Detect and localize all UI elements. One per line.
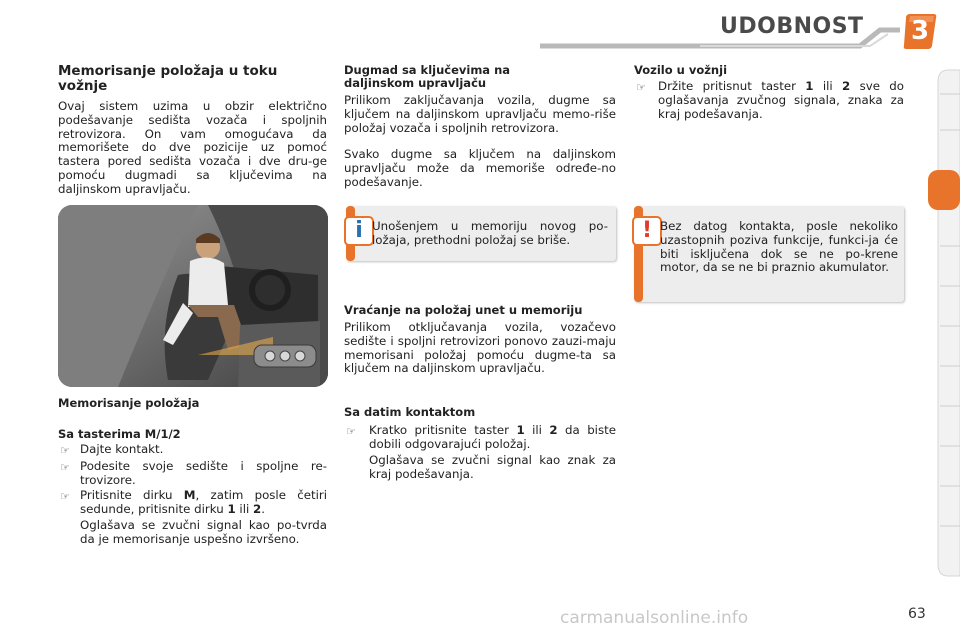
watermark: carmanualsonline.info bbox=[560, 608, 749, 628]
car-interior-image bbox=[58, 205, 328, 387]
col2-note: Oglašava se zvučni signal kao znak za kraj podešavanja. bbox=[369, 453, 616, 481]
col2-p1: Prilikom zaključavanja vozila, dugme sa ključem na daljinskom upravljaču memo-riše položaj vozača i spoljnih retrovizora. bbox=[344, 93, 616, 135]
col2-heading3: Sa datim kontaktom bbox=[344, 405, 476, 419]
col2-heading: Dugmad sa ključevima na daljinskom upravljaču bbox=[344, 63, 511, 90]
pointing-hand-bullet-icon: ☞ bbox=[636, 81, 646, 94]
driver-seat-illustration bbox=[58, 205, 328, 387]
col2-p3: Prilikom otključavanja vozila, vozačevo sedište i spoljni retrovizori ponovo zauzi-maju memorisani položaj pomoću dugme-ta sa ključem na daljinskom upravljaču. bbox=[344, 320, 616, 376]
chapter-side-tabs bbox=[928, 68, 960, 578]
warning-note-text: Bez datog kontakta, posle nekoliko uzastopnih poziva funkcije, funkci-ja će biti isključena dok se ne po-krene motor, da se ne bi praznio akumulator. bbox=[660, 219, 898, 275]
page-title: UDOBNOST bbox=[720, 14, 864, 39]
col2-p2: Svako dugme sa ključem na daljinskom upravljaču može da memoriše određe-no podešavanje. bbox=[344, 147, 616, 189]
col1-heading: Memorisanje položaja u toku vožnje bbox=[58, 63, 278, 94]
col1-bullet1: Dajte kontakt. bbox=[80, 442, 164, 456]
info-icon: i bbox=[344, 216, 374, 246]
col2-heading2: Vraćanje na položaj unet u memoriju bbox=[344, 303, 583, 317]
col1-bullet2: Podesite svoje sedište i spoljne re-trovizore. bbox=[80, 459, 327, 487]
warning-note-box bbox=[634, 206, 904, 302]
col1-bullet3: Pritisnite dirku M, zatim posle četiri sedunde, pritisnite dirku 1 ili 2. bbox=[80, 488, 327, 516]
col3-bullet1: Držite pritisnut taster 1 ili 2 sve do oglašavanja zvučnog signala, znaka za kraj podešavanja. bbox=[658, 79, 904, 121]
info-note-box bbox=[346, 206, 616, 261]
chapter-number: 3 bbox=[910, 16, 930, 46]
warning-icon: ! bbox=[632, 216, 662, 246]
col1-note: Oglašava se zvučni signal kao po-tvrda da je memorisanje uspešno izvršeno. bbox=[80, 518, 327, 546]
pointing-hand-bullet-icon: ☞ bbox=[60, 444, 70, 457]
page-number: 63 bbox=[908, 606, 926, 622]
col3-heading: Vozilo u vožnji bbox=[634, 63, 728, 77]
col1-sub2: Sa tasterima M/1/2 bbox=[58, 427, 181, 441]
col1-intro: Ovaj sistem uzima u obzir električno podešavanje sedišta vozača i spoljnih retrovizora. On vam omogućava da memorišete do dve pozicije uz pomoć tastera pored sedišta vozača i dve dru-ge pomoću dugmadi sa ključevima na daljinskom upravljaču. bbox=[58, 99, 327, 196]
col1-sub1: Memorisanje položaja bbox=[58, 396, 200, 410]
pointing-hand-bullet-icon: ☞ bbox=[346, 425, 356, 438]
pointing-hand-bullet-icon: ☞ bbox=[60, 490, 70, 503]
col2-bullet1: Kratko pritisnite taster 1 ili 2 da biste dobili odgovarajući položaj. bbox=[369, 423, 616, 451]
pointing-hand-bullet-icon: ☞ bbox=[60, 461, 70, 474]
info-note-text: Unošenjem u memoriju novog po-ložaja, prethodni položaj se briše. bbox=[372, 219, 608, 247]
